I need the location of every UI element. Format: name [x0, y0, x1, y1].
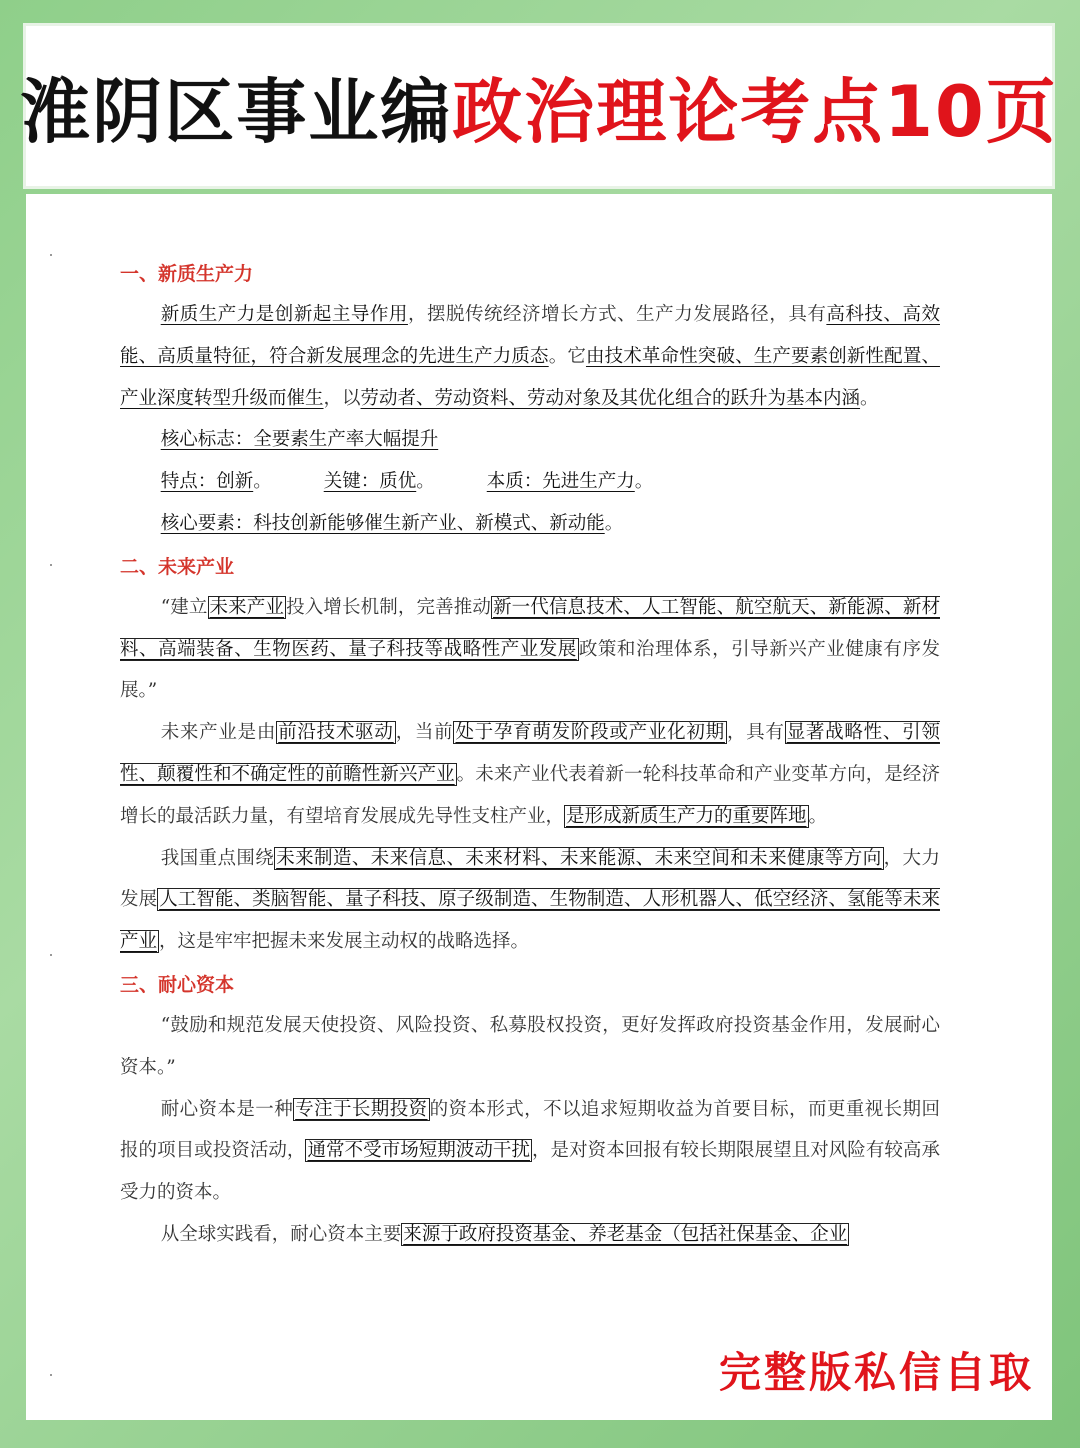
boxed-text: 是形成新质生产力的重要阵地 — [566, 805, 807, 827]
text: ，以 — [323, 387, 361, 409]
core-element-line — [120, 503, 940, 545]
scan-dot — [50, 254, 52, 256]
boxed-text: 未来制造、未来信息、未来材料、未来能源、未来空间和未来健康等方向 — [276, 847, 882, 869]
scan-dot — [50, 1374, 52, 1376]
features-line — [120, 461, 940, 503]
core-element: 核心要素：科技创新能够催生新产业、新模式、新动能 — [160, 512, 605, 534]
text: 。未来产业代表着新一轮科技革命和产业变革方向，是经济增长的最活跃力量，有望培育发展成先导性支柱产业， — [120, 763, 940, 827]
text: 我国重点围绕 — [160, 847, 275, 869]
essence: 本质：先进生产力 — [486, 471, 635, 493]
text: 从全球实践看，耐心资本主要 — [160, 1223, 402, 1245]
section-heading-new-productivity: 一、新质生产力 — [120, 263, 254, 285]
core-sign-line — [120, 419, 940, 461]
paragraph — [120, 294, 940, 419]
text: ，是对资本回报有较长期限展望且对风险有较高承受力的资本。 — [120, 1140, 940, 1204]
document-content — [120, 252, 940, 1256]
underlined-text: 劳动者、劳动资料、劳动对象及其优化组合的跃升为基本内涵 — [360, 387, 861, 409]
period: 。 — [253, 471, 272, 493]
document-page — [26, 194, 1052, 1420]
boxed-text: 处于孕育萌发阶段或产业化初期 — [455, 722, 725, 744]
underlined-text: 由技术革命性突破、生产要素创新性配置、产业深度转型升级而催生 — [120, 345, 940, 409]
paragraph — [120, 838, 940, 963]
feature: 特点：创新 — [160, 471, 254, 493]
text: 。它 — [548, 345, 586, 367]
text: 。 — [808, 805, 828, 827]
paragraph — [120, 712, 940, 837]
text: ，这是牢牢把握未来发展主动权的战略选择。 — [159, 931, 530, 953]
scan-dot — [50, 564, 52, 566]
paragraph — [120, 587, 940, 712]
paragraph — [120, 1089, 940, 1214]
title-black: 淮阴区事业编 — [20, 70, 453, 153]
text: ，大力发展 — [120, 847, 940, 911]
text: ，当前 — [395, 722, 454, 744]
boxed-text: 新一代信息技术、人工智能、航空航天、新能源、新材料、高端装备、生物医药、量子科技等战略性产业发展 — [120, 596, 940, 660]
paragraph — [120, 1005, 940, 1089]
period: 。 — [416, 471, 435, 493]
paragraph — [120, 1214, 940, 1256]
section-heading-patient-capital: 三、耐心资本 — [120, 973, 235, 996]
scan-dot — [50, 954, 52, 956]
boxed-text: 显著战略性、引领性、颠覆性和不确定性的前瞻性新兴产业 — [120, 722, 940, 785]
core-sign: 核心标志：全要素生产率大幅提升 — [160, 429, 439, 451]
boxed-text: 来源于政府投资基金、养老基金（包括社保基金、企业 — [403, 1223, 848, 1245]
text: ，摆脱传统经济增长方式、生产力发展路径，具有 — [407, 304, 827, 325]
boxed-text: 通常不受市场短期波动干扰 — [307, 1140, 531, 1162]
text: 未来产业是由 — [160, 722, 277, 744]
text: 的资本形式，不以追求短期收益为首要目标，而更重视长期回报的项目或投资活动， — [120, 1098, 940, 1162]
period: 。 — [634, 471, 654, 493]
boxed-text: 人工智能、类脑智能、量子科技、原子级制造、生物制造、人形机器人、低空经济、氢能等未来产业 — [120, 889, 940, 953]
section-heading-future-industry: 二、未来产业 — [120, 555, 235, 578]
underlined-text: 高科技、高效能、高质量特征，符合新发展理念的先进生产力质态 — [120, 304, 940, 367]
key: 关键：质优 — [323, 471, 417, 493]
underlined-text: 新质生产力是创新起主导作用 — [160, 304, 408, 325]
footer-cta: 完整版私信自取 — [718, 1348, 1034, 1397]
boxed-text: 前沿技术驱动 — [278, 722, 394, 744]
period: 。 — [604, 512, 624, 534]
text: “建立 — [160, 596, 208, 618]
title-red: 政治理论考点10页 — [452, 70, 1058, 153]
boxed-text: 未来产业 — [209, 596, 285, 618]
text: 。 — [860, 387, 879, 409]
text: 投入增长机制，完善推动 — [286, 596, 492, 618]
title-banner — [20, 26, 1058, 186]
text: 耐心资本是一种 — [160, 1098, 294, 1120]
text: “鼓励和规范发展天使投资、风险投资、私募股权投资，更好发挥政府投资基金作用，发展耐心资本。” — [120, 1014, 940, 1078]
text: ，具有 — [726, 722, 785, 744]
text: 政策和治理体系，引导新兴产业健康有序发展。” — [120, 638, 940, 702]
boxed-text: 专注于长期投资 — [295, 1098, 428, 1120]
